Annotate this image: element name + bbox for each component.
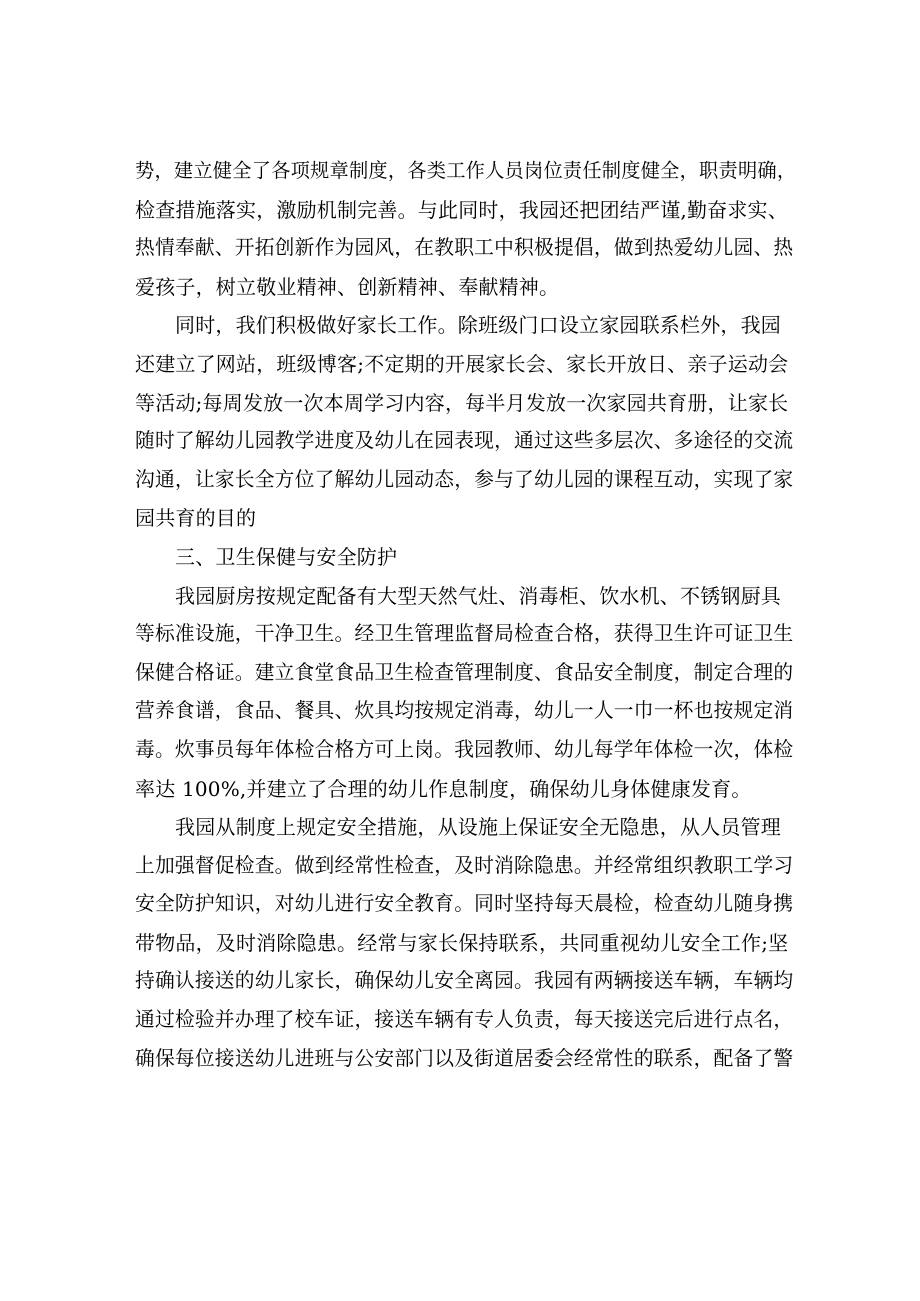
paragraph-start-line: 我园厨房按规定配备有大型天然气灶、消毒柜、饮水机、不锈钢厨具 [175,583,781,608]
text-line: 沟通，让家长全方位了解幼儿园动态，参与了幼儿园的课程互动，实现了家 [135,467,794,491]
text-line: 爱孩子，树立敬业精神、创新精神、奉献精神。 [135,274,560,299]
paragraph-start-line: 我园从制度上规定安全措施，从设施上保证安全无隐患，从人员管理 [175,815,781,840]
text-line: 园共育的目的 [135,506,257,531]
text-line: 带物品，及时消除隐患。经常与家长保持联系，共同重视幼儿安全工作;坚 [135,930,789,955]
text-line: 率达 100%,并建立了合理的幼儿作息制度，确保幼儿身体健康发育。 [135,776,752,801]
text-line: 上加强督促检查。做到经常性检查，及时消除隐患。并经常组织教职工学习 [135,853,794,877]
text-line: 保健合格证。建立食堂食品卫生检查管理制度、食品安全制度，制定合理的 [135,660,794,684]
text-line: 还建立了网站，班级博客;不定期的开展家长会、家长开放日、亲子运动会 [135,351,789,376]
text-line: 等标准设施，干净卫生。经卫生管理监督局检查合格，获得卫生许可证卫生 [135,622,794,646]
text-line: 确保每位接送幼儿进班与公安部门以及街道居委会经常性的联系，配备了警 [135,1046,794,1070]
document-body [135,152,800,1078]
text-line: 热情奉献、开拓创新作为园风，在教职工中积极提倡，做到热爱幼儿园、热 [135,236,794,260]
text-line: 持确认接送的幼儿家长，确保幼儿安全离园。我园有两辆接送车辆，车辆均 [135,969,794,993]
text-line: 营养食谱，食品、餐具、炊具均按规定消毒，幼儿一人一巾一杯也按规定消 [135,699,794,723]
text-line: 势，建立健全了各项规章制度，各类工作人员岗位责任制度健全，职责明确， [135,159,797,182]
section-heading: 三、卫生保健与安全防护 [175,544,398,569]
paragraph-start-line: 同时，我们积极做好家长工作。除班级门口设立家园联系栏外，我园 [175,313,781,338]
text-line: 随时了解幼儿园教学进度及幼儿在园表现，通过这些多层次、多途径的交流 [135,429,794,453]
text-line: 检查措施落实，激励机制完善。与此同时，我园还把团结严谨,勤奋求实、 [135,197,788,222]
text-line: 安全防护知识，对幼儿进行安全教育。同时坚持每天晨检，检查幼儿随身携 [135,892,794,916]
text-line: 通过检验并办理了校车证，接送车辆有专人负责，每天接送完后进行点名， [135,1008,794,1032]
text-line: 毒。炊事员每年体检合格方可上岗。我园教师、幼儿每学年体检一次，体检 [135,737,794,761]
text-line: 等活动;每周发放一次本周学习内容，每半月发放一次家园共育册，让家长 [135,390,789,415]
